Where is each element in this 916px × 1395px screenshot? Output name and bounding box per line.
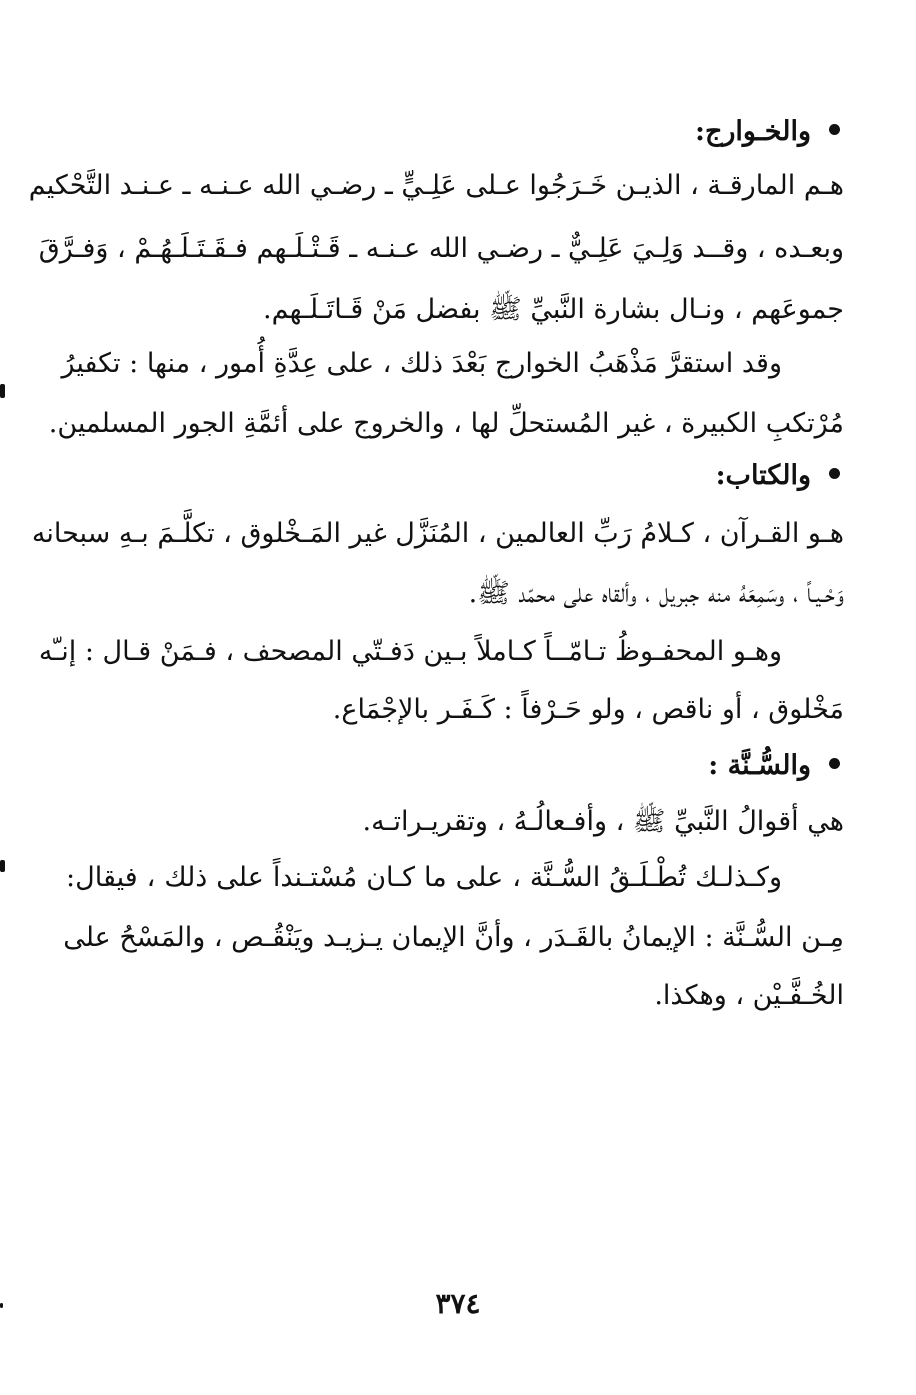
text-line: هـم المارقـة ، الذيـن خَـرَجُوا عـلى عَلِـيٍّ ـ رضـي الله عـنـه ـ عـنـد التَّحْكيم [28, 170, 844, 201]
text-line: وَحْـيـاً ، وسَمِعَهُ منه جبريل ، وألقاه على محمّد ﷺ. [468, 578, 844, 609]
section-heading-book [716, 456, 840, 496]
text-line: مِـن السُّـنَّة : الإيمانُ بالقَـدَر ، وأنَّ الإيمان يـزيـد ويَنْقُـص ، والمَسْحُ على [63, 922, 844, 953]
text-line: هي أقوالُ النَّبيِّ ﷺ ، وأفـعالُـهُ ، وتقريـراتـه. [362, 806, 844, 837]
text-line: جموعَهم ، ونـال بشارة النَّبيِّ ﷺ بفضل مَنْ قَـاتَـلَـهم. [263, 294, 844, 325]
text-line: مَخْلوق ، أو ناقص ، ولو حَـرْفاً : كَـفَـر بالإجْمَاع. [332, 694, 844, 725]
heading-text: والسُّـنَّة : [708, 750, 811, 781]
page-number: ٣٧٤ [435, 1287, 481, 1320]
text-line-content: وهـو المحفـوظُ تـامّــاً كـاملاً بـين دَفـتّي المصحف ، فـمَنْ قـال : إنـّه [38, 636, 782, 667]
section-heading-sunnah [708, 746, 840, 786]
text-line: مُرْتكبِ الكبيرة ، غير المُستحلِّ لها ، والخروج على أئمَّةِ الجور المسلمين. [48, 408, 844, 439]
text-line: وبعـده ، وقــد وَلِـيَ عَلِـيٌّ ـ رضـي الله عـنـه ـ قَـتْـلَـهم فـقَـتَـلَـهُـمْ ، وَفـرَّقَ [38, 233, 844, 264]
section-heading-khawarij [695, 112, 840, 152]
scan-edge-mark [0, 1303, 3, 1308]
bullet-icon [829, 124, 840, 135]
heading-text: والخـوارج: [695, 116, 811, 147]
bullet-icon [829, 758, 840, 769]
text-line: هـو القـرآن ، كـلامُ رَبِّ العالمين ، المُنَزَّل غير المَـخْلوق ، تكلَّـمَ بـهِ سبحانه [31, 518, 844, 549]
text-line [38, 632, 844, 672]
scan-edge-mark [0, 860, 5, 872]
heading-text: والكتاب: [715, 460, 811, 491]
text-line [66, 858, 844, 898]
scan-edge-mark [0, 384, 5, 398]
text-line [61, 344, 844, 384]
bullet-icon [829, 468, 840, 479]
text-line-content: وكـذلـك تُطْـلَـقُ السُّـنَّة ، على ما كـان مُسْتـنداً على ذلك ، فيقال: [66, 862, 782, 893]
text-line: الخُـفَّـيْن ، وهكذا. [654, 980, 844, 1011]
text-line-content: وقد استقرَّ مَذْهَبُ الخوارج بَعْدَ ذلك ، على عِدَّةِ أُمور ، منها : تكفيرُ [61, 348, 782, 379]
